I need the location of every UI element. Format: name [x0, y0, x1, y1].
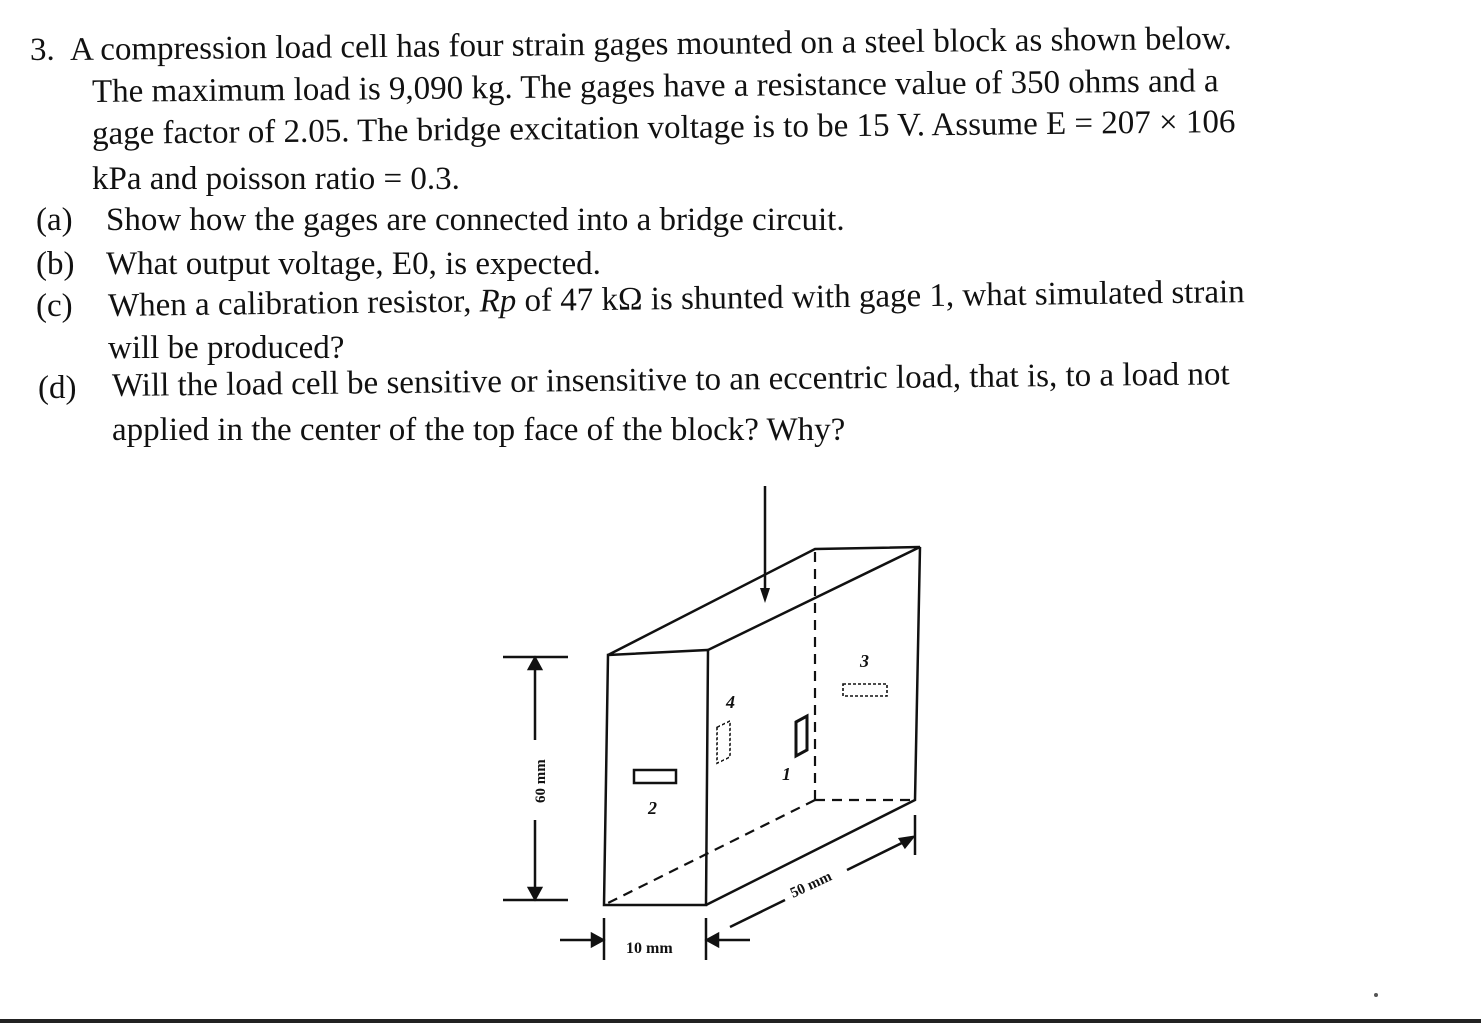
strain-gage-1-icon — [796, 716, 807, 756]
height-dimension-label: 60 mm — [533, 759, 549, 803]
part-a-label: (a) — [36, 202, 73, 238]
part-c-rp-symbol: Rp — [479, 283, 517, 320]
width-dimension-label: 10 mm — [626, 940, 673, 957]
part-c-text-line-2: will be produced? — [108, 330, 345, 366]
strain-gage-2-icon — [634, 770, 676, 783]
page-bottom-border — [0, 1019, 1481, 1023]
block-front-face — [604, 650, 708, 905]
statement-line-2: The maximum load is 9,090 kg. The gages have a resistance value of 350 ohms and a — [91, 63, 1219, 110]
part-a-text: Show how the gages are connected into a bridge circuit. — [106, 202, 845, 238]
statement-line-3: gage factor of 2.05. The bridge excitation voltage is to be 15 V. Assume E = 207 × 106 — [91, 104, 1236, 152]
scan-speck — [1374, 993, 1378, 997]
part-d-label: (d) — [38, 370, 77, 406]
part-c-text-post: of 47 kΩ is shunted with gage 1, what simulated strain — [516, 274, 1245, 320]
part-d-text-line-2: applied in the center of the top face of the block? Why? — [112, 412, 846, 448]
gage-2-label: 2 — [648, 798, 657, 818]
statement-line-4: kPa and poisson ratio = 0.3. — [92, 161, 460, 197]
steel-block — [604, 547, 920, 905]
part-c-label: (c) — [36, 288, 73, 324]
part-d-text-line-1: Will the load cell be sensitive or insensitive to an eccentric load, that is, to a load not — [111, 356, 1230, 404]
length-dimension-label: 50 mm — [787, 868, 835, 902]
part-b-text: What output voltage, E0, is expected. — [106, 246, 601, 282]
load-arrow-icon — [760, 486, 770, 603]
strain-gage-3-icon — [843, 684, 887, 696]
statement-line-1: A compression load cell has four strain gages mounted on a steel block as shown below. — [69, 20, 1232, 68]
hidden-edges — [604, 552, 915, 905]
gage-1-label: 1 — [782, 764, 791, 784]
part-b-label: (b) — [36, 246, 75, 282]
gage-3-label: 3 — [860, 651, 869, 671]
block-side-face — [706, 547, 920, 905]
part-c-text-pre: When a calibration resistor, — [107, 283, 480, 324]
problem-number: 3. — [30, 32, 55, 68]
gage-4-label: 4 — [726, 692, 735, 712]
strain-gage-4-icon — [717, 721, 730, 763]
